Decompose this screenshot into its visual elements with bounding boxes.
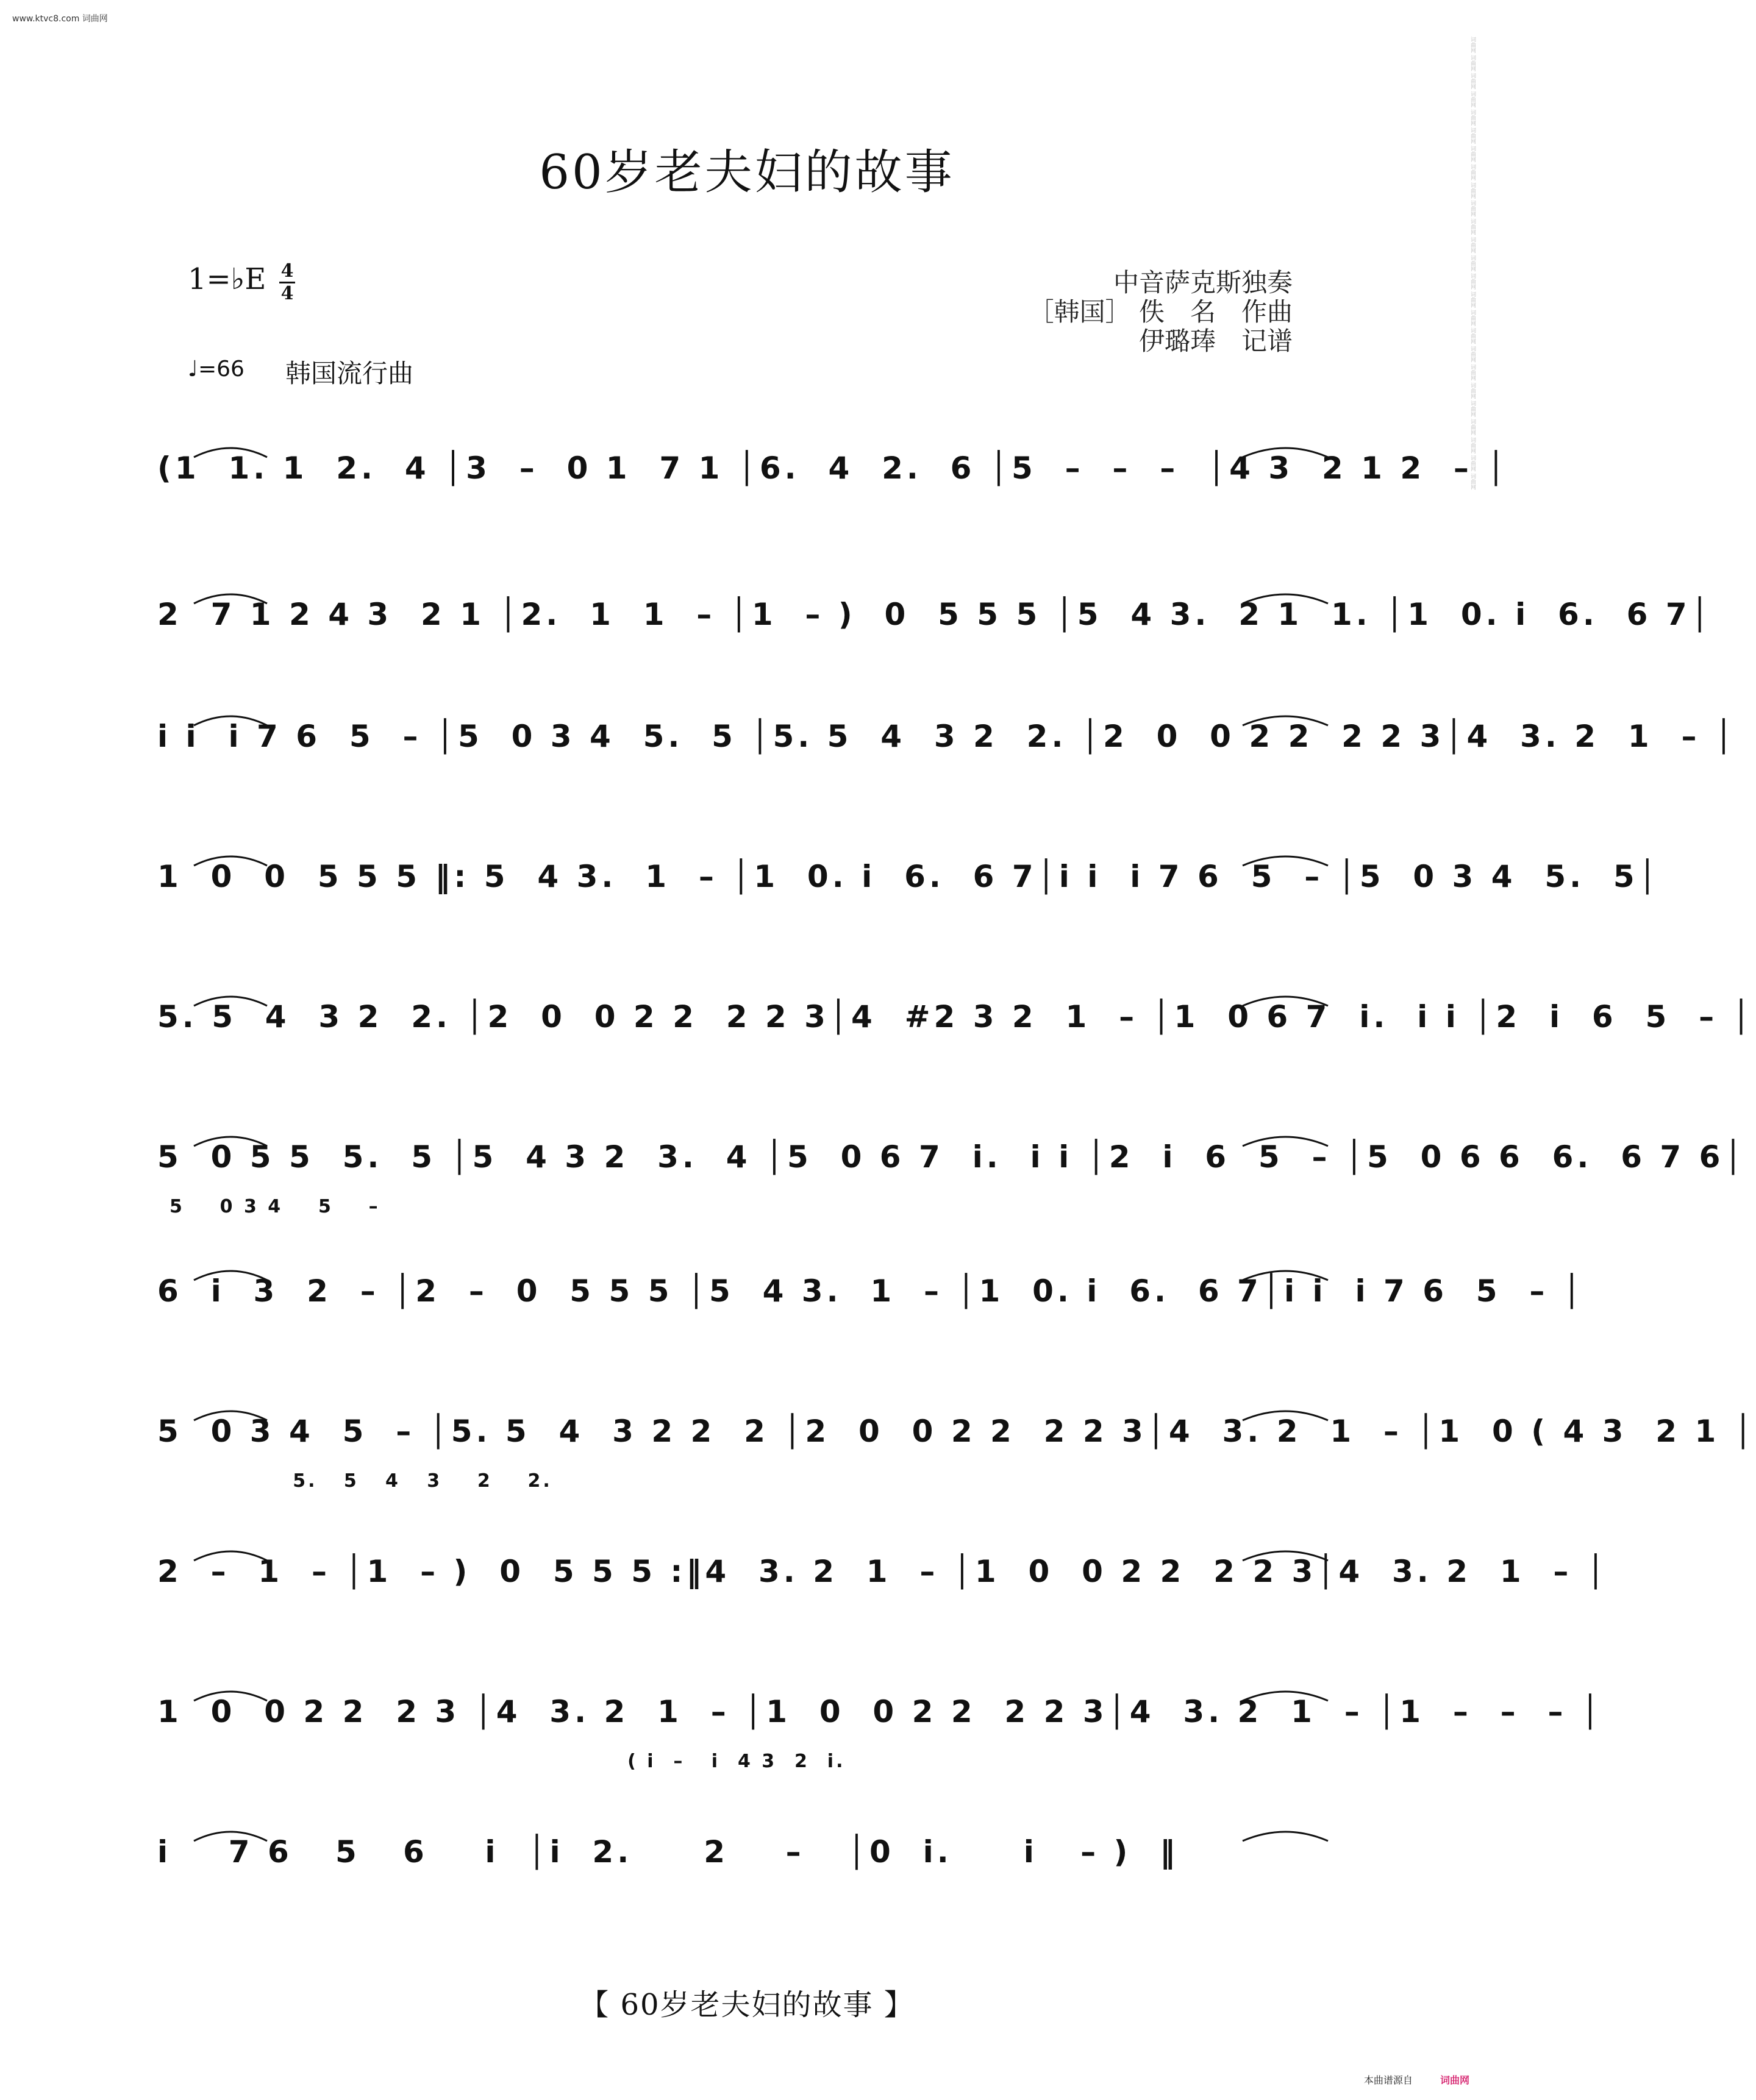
notation-line: 5 0 3 4 5 – │5. 5 4 3 2 2 2 │2 0 0 2 2 2 2 3│4 3. 2 1 – │1 0 ( 4 3 2 1 │ <box>157 1414 1756 1449</box>
notation-line: 2 7 1 2 4 3 2 1 │2. 1 1 – │1 – ) 0 5 5 5 │5 4 3. 2 1 1. │1 0. i 6. 6 7│ <box>157 597 1713 632</box>
score-row <box>157 975 1754 1055</box>
brand-logo: 词曲网 <box>1440 2074 1469 2086</box>
credits <box>1029 268 1293 356</box>
site-url: www.ktvc8.com 词曲网 <box>12 14 108 24</box>
time-signature-top: 4 <box>280 260 294 282</box>
notation-line: 1 0 0 2 2 2 3 │4 3. 2 1 – │1 0 0 2 2 2 2 3│4 3. 2 1 – │1 – – – │ <box>157 1694 1603 1729</box>
score-row <box>157 1530 1608 1609</box>
credit-composer: ［韩国］ 佚 名 作曲 <box>1028 297 1293 327</box>
notation-line: 6 i 3 2 – │2 – 0 5 5 5 │5 4 3. 1 – │1 0. i 6. 6 7│i i i 7 6 5 – │ <box>157 1273 1585 1309</box>
score-row <box>157 1390 1756 1492</box>
notation-line: (1 1. 1 2. 4 │3 – 0 1 7 1 │6. 4 2. 6 │5 – – – │4 3 2 1 2 – │ <box>157 450 1509 486</box>
tempo-marking: ♩=66 <box>188 357 244 382</box>
credit-transcriber: 伊璐琫 记谱 <box>1138 326 1293 356</box>
key-signature: 1=♭E <box>188 262 266 296</box>
notation-line: i 7 6 5 6 i │i 2. 2 – │0 i. i – ) ‖ <box>157 1834 1179 1870</box>
notation-line: i i i 7 6 5 – │5 0 3 4 5. 5 │5. 5 4 3 2 2. │2 0 0 2 2 2 2 3│4 3. 2 1 – │ <box>157 719 1736 754</box>
score-row <box>157 695 1736 774</box>
score-title: 60岁老夫妇的故事 <box>539 145 955 200</box>
score-row <box>157 573 1713 652</box>
score-row <box>157 1250 1585 1329</box>
footer-title: 【 60岁老夫妇的故事 】 <box>579 1988 915 2022</box>
time-signature-bottom: 4 <box>280 283 294 304</box>
brand-footer <box>1364 2073 1469 2087</box>
genre-label: 韩国流行曲 <box>285 358 414 388</box>
score-row <box>157 427 1509 506</box>
score-row <box>157 1810 1334 1890</box>
score-row <box>157 1670 1603 1772</box>
credit-instrument: 中音萨克斯独奏 <box>1113 268 1293 297</box>
notation-line: 5. 5 4 3 2 2. │2 0 0 2 2 2 2 3│4 #2 3 2 1 – │1 0 6 7 i. i i │2 i 6 5 – │ <box>157 999 1754 1034</box>
brand-source-text: 本曲谱源自 <box>1363 2074 1413 2086</box>
sub-notation-line: ( i – i 4 3 2 i. <box>170 1751 846 1772</box>
notation-line: 2 – 1 – │1 – ) 0 5 5 5 :‖4 3. 2 1 – │1 0 0 2 2 2 2 3│4 3. 2 1 – │ <box>157 1554 1608 1589</box>
score-row <box>157 1116 1746 1217</box>
time-signature <box>279 261 295 304</box>
score-row <box>157 835 1660 914</box>
notation-line: 5 0 5 5 5. 5 │5 4 3 2 3. 4 │5 0 6 7 i. i i │2 i 6 5 – │5 0 6 6 6. 6 7 6│ <box>157 1139 1746 1175</box>
watermark-left <box>2 37 13 2063</box>
sub-notation-line: 5. 5 4 3 2 2. <box>170 1470 552 1492</box>
notation-line: 1 0 0 5 5 5 ‖: 5 4 3. 1 – │1 0. i 6. 6 7│i i i 7 6 5 – │5 0 3 4 5. 5│ <box>157 859 1660 894</box>
sub-notation-line: 5 0 3 4 5 – <box>170 1196 380 1217</box>
watermark-right: 词曲网 词曲网 词曲网 词曲网 词曲网 词曲网 词曲网 词曲网 词曲网 词曲网 词曲网 词曲网 词曲网 词曲网 词曲网 词曲网 词曲网 词曲网 词曲网 词曲网 词曲网 词曲网 词曲网 词曲网 词曲网 <box>1469 37 1476 490</box>
